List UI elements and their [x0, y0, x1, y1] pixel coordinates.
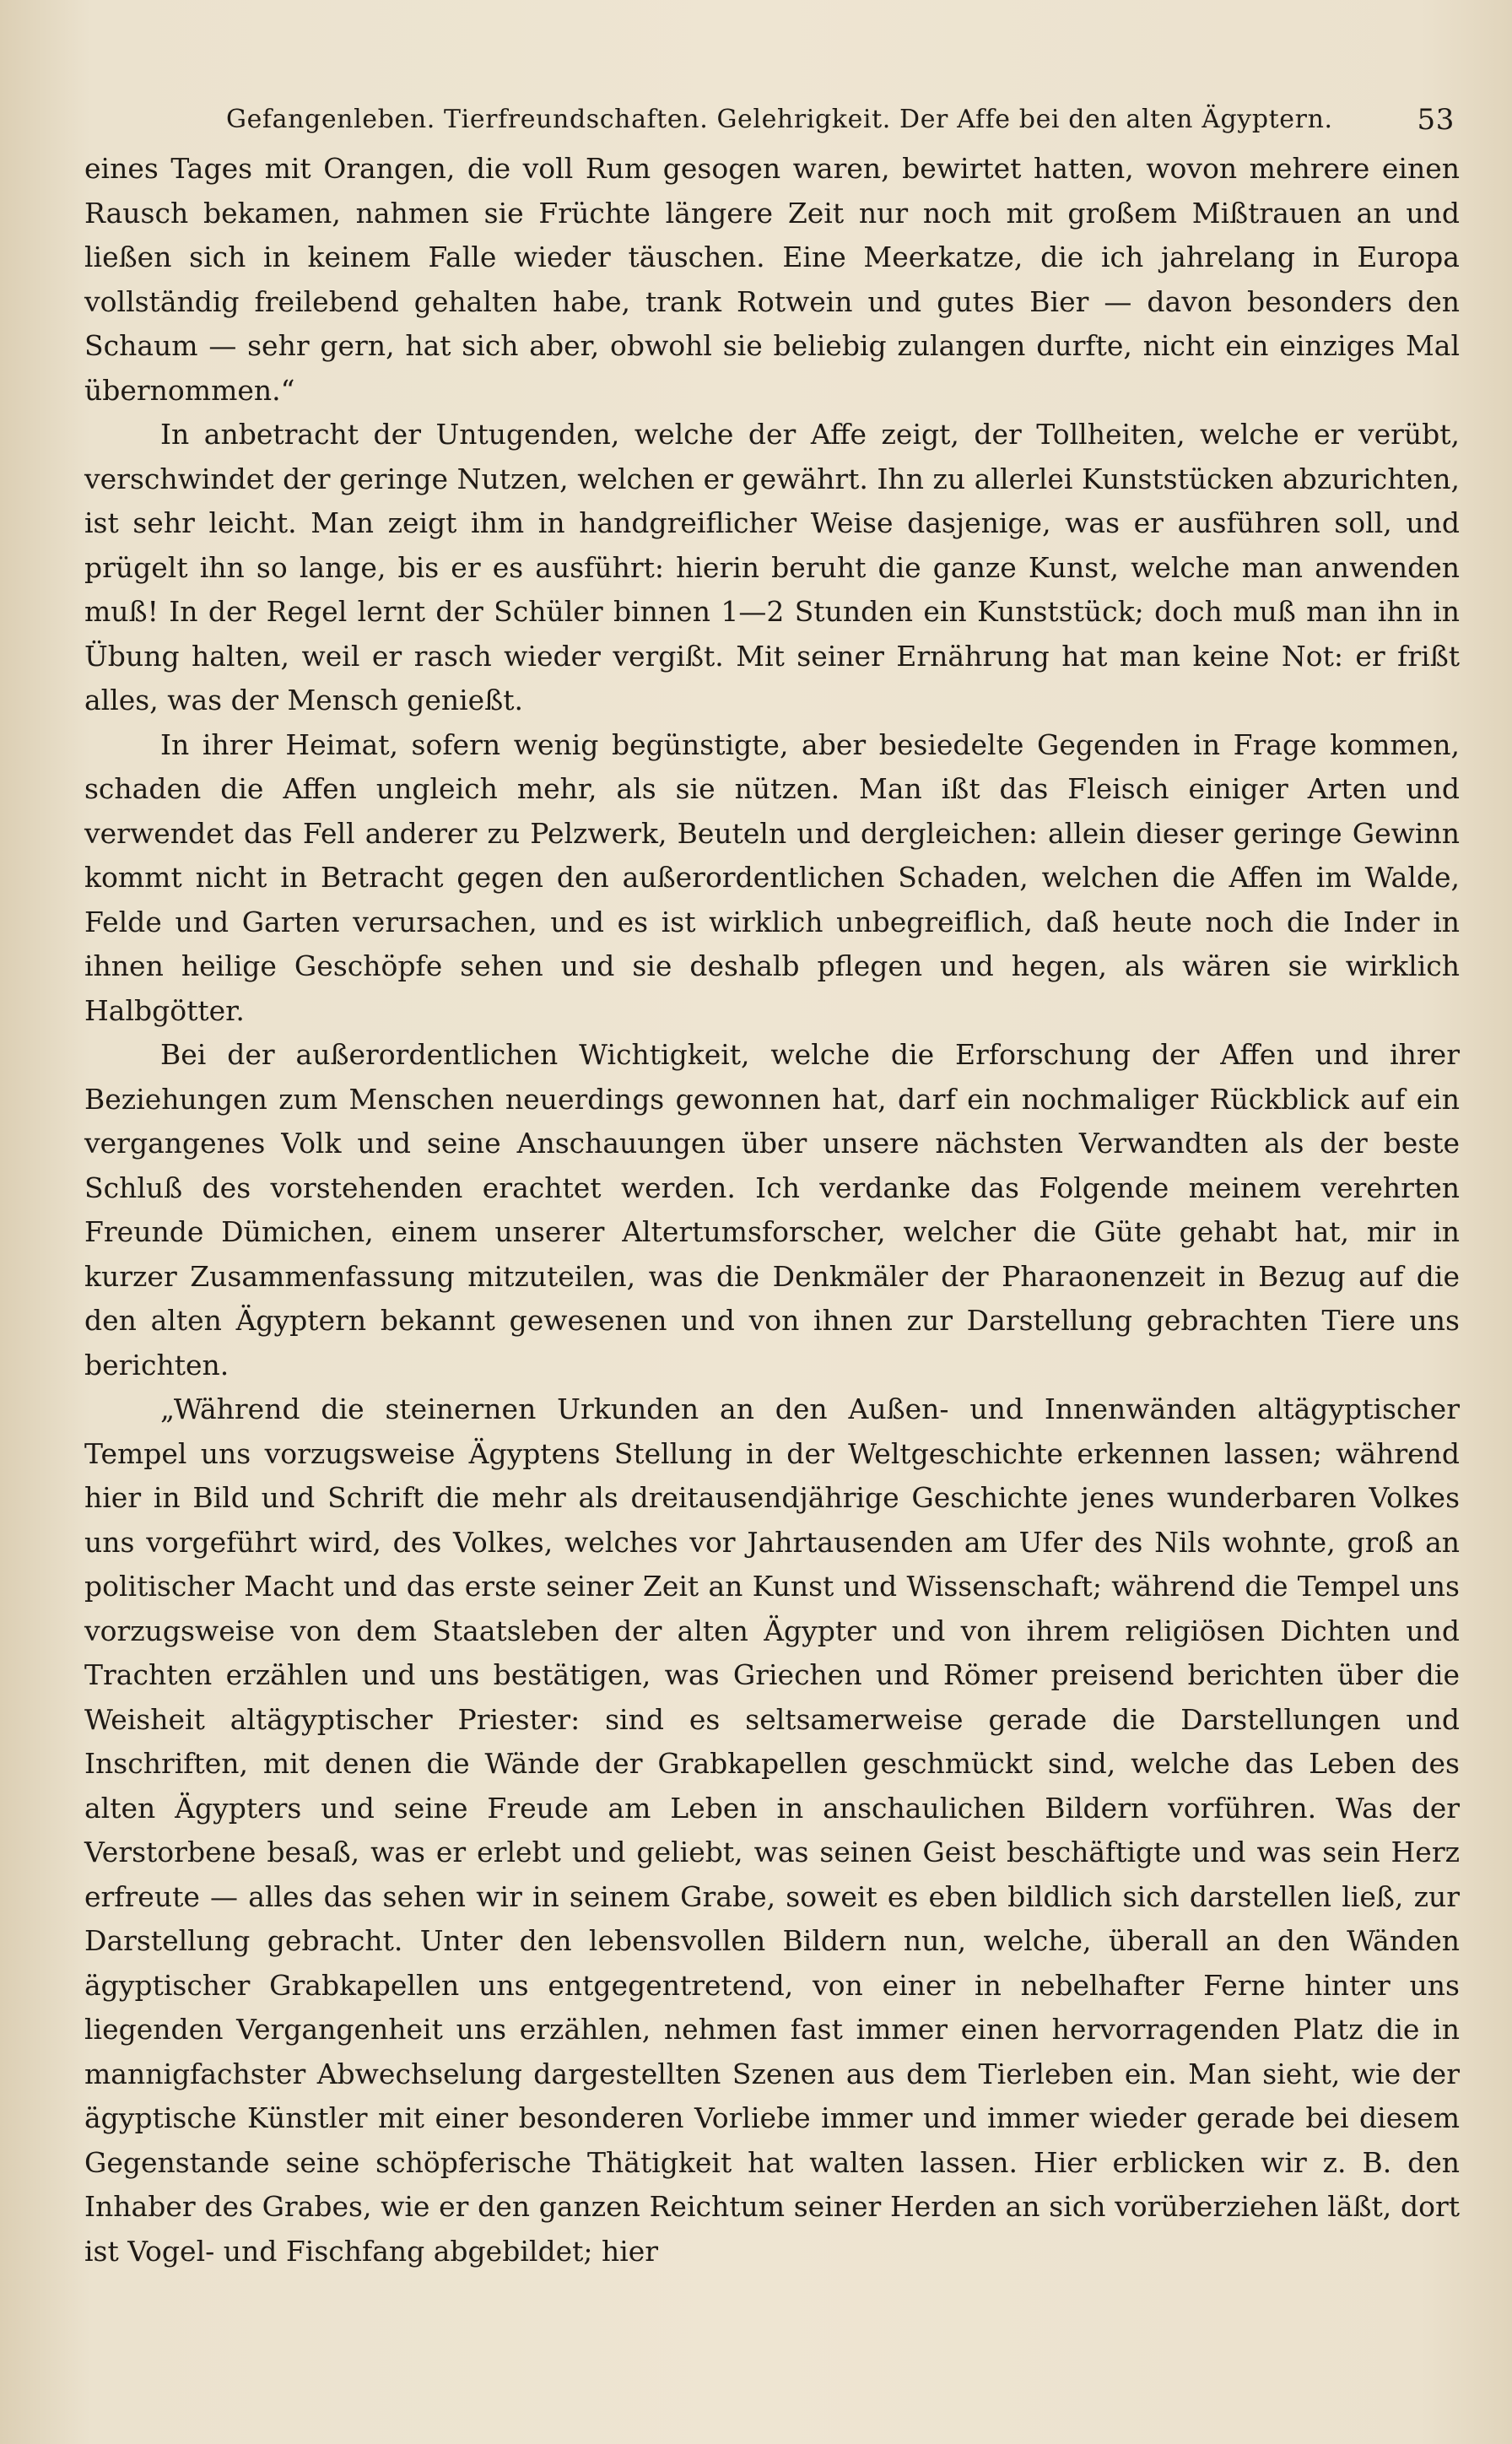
page-number: 53	[1417, 103, 1455, 137]
running-title: Gefangenleben. Tierfreundschaften. Gelehrigkeit. Der Affe bei den alten Ägyptern.	[226, 105, 1333, 134]
running-head	[84, 95, 1460, 147]
paragraph: In anbetracht der Untugenden, welche der Affe zeigt, der Tollheiten, welche er verübt, verschwindet der geringe Nutzen, welchen er gewährt. Ihn zu allerlei Kunststücken abzurichten, ist sehr leicht. Man zeigt ihm in handgreiflicher Weise dasjenige, was er ausführen soll, und prügelt ihn so lange, bis er es ausführt: hierin beruht die ganze Kunst, welche man anwenden muß! In der Regel lernt der Schüler binnen 1—2 Stunden ein Kunststück; doch muß man ihn in Übung halten, weil er rasch wieder vergißt. Mit seiner Ernährung hat man keine Not: er frißt alles, was der Mensch genießt.	[84, 418, 1460, 716]
paragraph-continued: eines Tages mit Orangen, die voll Rum gesogen waren, bewirtet hatten, wovon mehrere einen Rausch bekamen, nahmen sie Früchte längere Zeit nur noch mit großem Mißtrauen an und ließen sich in keinem Falle wieder täuschen. Eine Meerkatze, die ich jahrelang in Europa vollständig freilebend gehalten habe, trank Rotwein und gutes Bier — davon besonders den Schaum — sehr gern, hat sich aber, obwohl sie beliebig zulangen durfte, nicht ein einziges Mal übernommen.“	[84, 152, 1460, 407]
paragraph: In ihrer Heimat, sofern wenig begünstigte, aber besiedelte Gegenden in Frage kommen, schaden die Affen ungleich mehr, als sie nützen. Man ißt das Fleisch einiger Arten und verwendet das Fell anderer zu Pelzwerk, Beuteln und dergleichen: allein dieser geringe Gewinn kommt nicht in Betracht gegen den außerordentlichen Schaden, welchen die Affen im Walde, Felde und Garten verursachen, und es ist wirklich unbegreiflich, daß heute noch die Inder in ihnen heilige Geschöpfe sehen und sie deshalb pflegen und hegen, als wären sie wirklich Halbgötter.	[84, 727, 1460, 1027]
paragraph-quotation: „Während die steinernen Urkunden an den Außen- und Innenwänden altägyptischer Tempel uns vorzugsweise Ägyptens Stellung in der Weltgeschichte erkennen lassen; während hier in Bild und Schrift die mehr als dreitausendjährige Geschichte jenes wunderbaren Volkes uns vorgeführt wird, des Volkes, welches vor Jahrtausenden am Ufer des Nils wohnte, groß an politischer Macht und das erste seiner Zeit an Kunst und Wissenschaft; während die Tempel uns vorzugsweise von dem Staatsleben der alten Ägypter und von ihrem religiösen Dichten und Trachten erzählen und uns bestätigen, was Griechen und Römer preisend berichten über die Weisheit altägyptischer Priester: sind es seltsamerweise gerade die Darstellungen und Inschriften, mit denen die Wände der Grabkapellen geschmückt sind, welche das Leben des alten Ägypters und seine Freude am Leben in anschaulichen Bildern vorführen. Was der Verstorbene besaß, was er erlebt und geliebt, was seinen Geist beschäftigte und was sein Herz erfreute — alles das sehen wir in seinem Grabe, soweit es eben bildlich sich darstellen ließ, zur Darstellung gebracht. Unter den lebensvollen Bildern nun, welche, überall an den Wänden ägyptischer Grabkapellen uns entgegentretend, von einer in nebelhafter Ferne hinter uns liegenden Vergangenheit uns erzählen, nehmen fast immer einen hervorragenden Platz die in mannigfachster Abwechselung dargestellten Szenen aus dem Tierleben ein. Man sieht, wie der ägyptische Künstler mit einer besonderen Vorliebe immer und immer wieder gerade bei diesem Gegenstande seine schöpferische Thätigkeit hat walten lassen. Hier erblicken wir z. B. den Inhaber des Grabes, wie er den ganzen Reichtum seiner Herden an sich vorüberziehen läßt, dort ist Vogel- und Fischfang abgebildet; hier	[84, 1392, 1460, 2268]
body-text	[84, 147, 1460, 2274]
paragraph: Bei der außerordentlichen Wichtigkeit, welche die Erforschung der Affen und ihrer Beziehungen zum Menschen neuerdings gewonnen hat, darf ein nochmaliger Rückblick auf ein vergangenes Volk und seine Anschauungen über unsere nächsten Verwandten als der beste Schluß des vorstehenden erachtet werden. Ich verdanke das Folgende meinem verehrten Freunde Dümichen, einem unserer Altertumsforscher, welcher die Güte gehabt hat, mir in kurzer Zusammenfassung mitzuteilen, was die Denkmäler der Pharaonenzeit in Bezug auf die den alten Ägyptern bekannt gewesenen und von ihnen zur Darstellung gebrachten Tiere uns berichten.	[84, 1038, 1460, 1382]
